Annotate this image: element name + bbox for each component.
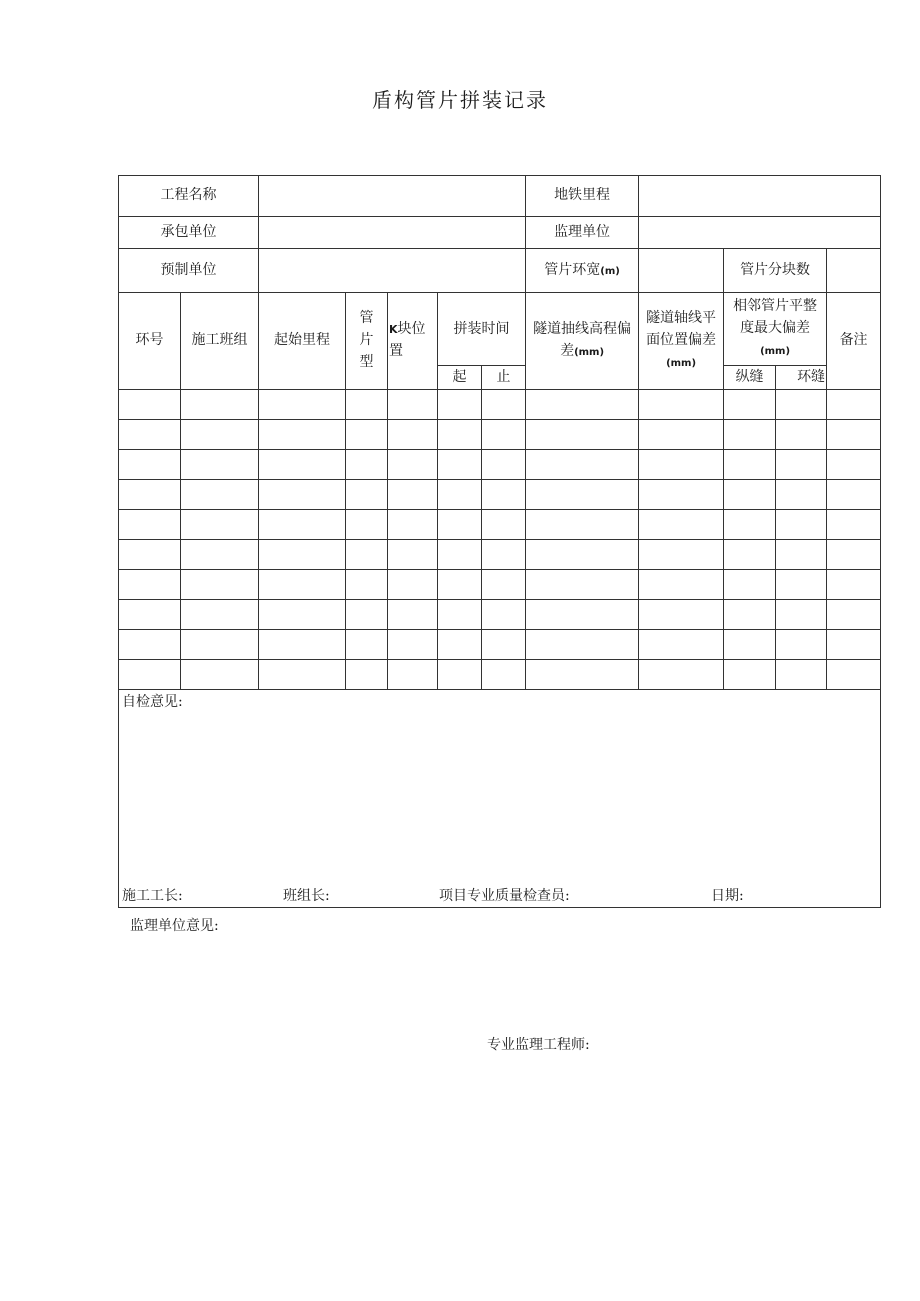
cell-k-block[interactable] — [388, 450, 438, 480]
header-row-2 — [119, 217, 881, 249]
cell-end-time[interactable] — [482, 480, 526, 510]
cell-ring-no[interactable] — [119, 540, 181, 570]
cell-plane-deviation[interactable] — [639, 450, 724, 480]
cell-start-mileage[interactable] — [259, 630, 346, 660]
cell-end-time[interactable] — [482, 450, 526, 480]
cell-remarks[interactable] — [827, 480, 881, 510]
k-block-text-1: 块位 — [397, 321, 426, 338]
cell-longitudinal-joint[interactable] — [724, 570, 776, 600]
cell-ring-no[interactable] — [119, 420, 181, 450]
cell-team[interactable] — [181, 480, 259, 510]
segment-type-char-3: 型 — [359, 353, 374, 370]
cell-remarks[interactable] — [827, 540, 881, 570]
table-row — [119, 450, 881, 480]
elev-dev-text-2: 差 — [560, 343, 575, 359]
cell-remarks[interactable] — [827, 510, 881, 540]
header-row-1 — [119, 176, 881, 217]
cell-circumferential-joint[interactable] — [776, 510, 827, 540]
cell-team[interactable] — [181, 630, 259, 660]
cell-circumferential-joint[interactable] — [776, 630, 827, 660]
col-end-time: 止 — [482, 366, 526, 390]
k-block-text-2: 置 — [389, 343, 403, 359]
col-start-mileage: 起始里程 — [259, 293, 346, 390]
ring-width-field[interactable] — [639, 249, 724, 293]
data-rows — [119, 390, 881, 690]
col-k-block-position — [388, 293, 438, 390]
table-row — [119, 390, 881, 420]
cell-elevation-deviation[interactable] — [526, 510, 639, 540]
cell-remarks[interactable] — [827, 600, 881, 630]
page-title: 盾构管片拼装记录 — [372, 88, 548, 112]
cell-plane-deviation[interactable] — [639, 630, 724, 660]
cell-end-time[interactable] — [482, 660, 526, 690]
cell-ring-no[interactable] — [119, 630, 181, 660]
col-longitudinal-joint: 纵缝 — [724, 366, 776, 390]
cell-plane-deviation[interactable] — [639, 420, 724, 450]
cell-end-time[interactable] — [482, 510, 526, 540]
table-row — [119, 420, 881, 450]
cell-plane-deviation[interactable] — [639, 390, 724, 420]
cell-plane-deviation[interactable] — [639, 540, 724, 570]
cell-elevation-deviation[interactable] — [526, 630, 639, 660]
cell-remarks[interactable] — [827, 570, 881, 600]
cell-ring-no[interactable] — [119, 480, 181, 510]
cell-remarks[interactable] — [827, 660, 881, 690]
self-check-label: 自检意见: — [122, 694, 183, 710]
cell-ring-no[interactable] — [119, 510, 181, 540]
cell-longitudinal-joint[interactable] — [724, 480, 776, 510]
cell-k-block[interactable] — [388, 630, 438, 660]
table-row — [119, 660, 881, 690]
flatness-unit: (mm) — [760, 345, 791, 357]
cell-segment-type[interactable] — [346, 480, 388, 510]
cell-start-mileage[interactable] — [259, 570, 346, 600]
cell-team[interactable] — [181, 660, 259, 690]
cell-start-time[interactable] — [438, 450, 482, 480]
cell-start-mileage[interactable] — [259, 510, 346, 540]
cell-team[interactable] — [181, 420, 259, 450]
cell-start-mileage[interactable] — [259, 390, 346, 420]
cell-ring-no[interactable] — [119, 570, 181, 600]
team-leader-signature-label: 班组长: — [283, 888, 330, 904]
cell-elevation-deviation[interactable] — [526, 600, 639, 630]
header-row-3 — [119, 249, 881, 293]
project-name-field[interactable] — [259, 176, 526, 217]
cell-elevation-deviation[interactable] — [526, 420, 639, 450]
col-start-time: 起 — [438, 366, 482, 390]
cell-segment-type[interactable] — [346, 390, 388, 420]
cell-start-time[interactable] — [438, 390, 482, 420]
cell-k-block[interactable] — [388, 660, 438, 690]
cell-circumferential-joint[interactable] — [776, 600, 827, 630]
segment-type-char-2: 片 — [359, 332, 374, 349]
col-remarks: 备注 — [827, 293, 881, 390]
cell-start-time[interactable] — [438, 510, 482, 540]
cell-elevation-deviation[interactable] — [526, 660, 639, 690]
cell-plane-deviation[interactable] — [639, 480, 724, 510]
cell-circumferential-joint[interactable] — [776, 420, 827, 450]
cell-start-time[interactable] — [438, 420, 482, 450]
cell-start-time[interactable] — [438, 480, 482, 510]
cell-remarks[interactable] — [827, 450, 881, 480]
contractor-label: 承包单位 — [119, 217, 259, 249]
cell-k-block[interactable] — [388, 540, 438, 570]
flatness-text-2: 度最大偏差 — [740, 320, 811, 337]
col-team: 施工班组 — [181, 293, 259, 390]
cell-segment-type[interactable] — [346, 630, 388, 660]
cell-plane-deviation[interactable] — [639, 570, 724, 600]
cell-elevation-deviation[interactable] — [526, 390, 639, 420]
cell-start-time[interactable] — [438, 570, 482, 600]
cell-team[interactable] — [181, 570, 259, 600]
segment-assembly-form — [118, 175, 881, 908]
table-row — [119, 630, 881, 660]
cell-circumferential-joint[interactable] — [776, 480, 827, 510]
segment-type-char-1: 管 — [359, 310, 374, 327]
col-elevation-deviation — [526, 293, 639, 390]
cell-k-block[interactable] — [388, 600, 438, 630]
cell-plane-deviation[interactable] — [639, 510, 724, 540]
cell-start-mileage[interactable] — [259, 480, 346, 510]
cell-longitudinal-joint[interactable] — [724, 510, 776, 540]
cell-segment-type[interactable] — [346, 570, 388, 600]
cell-plane-deviation[interactable] — [639, 660, 724, 690]
supervisor-unit-field[interactable] — [639, 217, 881, 249]
table-row — [119, 600, 881, 630]
self-check-row — [119, 690, 881, 908]
cell-longitudinal-joint[interactable] — [724, 450, 776, 480]
inspector-signature-label: 项目专业质量检查员: — [439, 888, 570, 904]
cell-k-block[interactable] — [388, 510, 438, 540]
prefab-unit-label: 预制单位 — [119, 249, 259, 293]
cell-end-time[interactable] — [482, 540, 526, 570]
cell-longitudinal-joint[interactable] — [724, 600, 776, 630]
cell-team[interactable] — [181, 390, 259, 420]
ring-width-unit: (m) — [600, 265, 620, 277]
col-ring-no: 环号 — [119, 293, 181, 390]
cell-start-mileage[interactable] — [259, 660, 346, 690]
prefab-unit-field[interactable] — [259, 249, 526, 293]
cell-segment-type[interactable] — [346, 540, 388, 570]
cell-segment-type[interactable] — [346, 660, 388, 690]
ring-width-text: 管片环宽 — [544, 261, 601, 278]
cell-remarks[interactable] — [827, 630, 881, 660]
elev-dev-text-1: 隧道抽线高程偏 — [533, 321, 632, 338]
cell-k-block[interactable] — [388, 420, 438, 450]
plane-dev-text-1: 隧道轴线平 — [646, 310, 717, 327]
cell-longitudinal-joint[interactable] — [724, 540, 776, 570]
cell-ring-no[interactable] — [119, 600, 181, 630]
table-row — [119, 570, 881, 600]
plane-dev-unit: (mm) — [666, 357, 697, 369]
cell-remarks[interactable] — [827, 420, 881, 450]
cell-team[interactable] — [181, 540, 259, 570]
cell-end-time[interactable] — [482, 390, 526, 420]
contractor-field[interactable] — [259, 217, 526, 249]
cell-segment-type[interactable] — [346, 450, 388, 480]
col-flatness — [724, 293, 827, 366]
cell-k-block[interactable] — [388, 570, 438, 600]
cell-end-time[interactable] — [482, 420, 526, 450]
cell-elevation-deviation[interactable] — [526, 570, 639, 600]
ring-width-label — [526, 249, 639, 293]
metro-mileage-label: 地铁里程 — [526, 176, 639, 217]
table-row — [119, 480, 881, 510]
cell-start-time[interactable] — [438, 540, 482, 570]
cell-start-mileage[interactable] — [259, 540, 346, 570]
cell-longitudinal-joint[interactable] — [724, 420, 776, 450]
cell-longitudinal-joint[interactable] — [724, 630, 776, 660]
cell-ring-no[interactable] — [119, 390, 181, 420]
segment-count-field[interactable] — [827, 249, 881, 293]
cell-start-time[interactable] — [438, 600, 482, 630]
date-label: 日期: — [711, 888, 744, 904]
cell-team[interactable] — [181, 600, 259, 630]
foreman-signature-label: 施工工长: — [122, 888, 183, 904]
cell-start-time[interactable] — [438, 660, 482, 690]
cell-start-mileage[interactable] — [259, 600, 346, 630]
cell-start-mileage[interactable] — [259, 450, 346, 480]
plane-dev-text-2: 面位置偏差 — [646, 332, 717, 349]
cell-remarks[interactable] — [827, 390, 881, 420]
cell-end-time[interactable] — [482, 630, 526, 660]
cell-elevation-deviation[interactable] — [526, 450, 639, 480]
cell-start-time[interactable] — [438, 630, 482, 660]
col-circumferential-joint: 环缝 — [776, 366, 827, 390]
cell-elevation-deviation[interactable] — [526, 480, 639, 510]
cell-end-time[interactable] — [482, 570, 526, 600]
cell-team[interactable] — [181, 510, 259, 540]
k-block-letter: K — [389, 323, 398, 337]
cell-ring-no[interactable] — [119, 450, 181, 480]
supervision-opinion-label: 监理单位意见: — [130, 918, 219, 934]
cell-ring-no[interactable] — [119, 660, 181, 690]
col-plane-deviation — [639, 293, 724, 390]
cell-segment-type[interactable] — [346, 420, 388, 450]
cell-plane-deviation[interactable] — [639, 600, 724, 630]
cell-segment-type[interactable] — [346, 510, 388, 540]
cell-circumferential-joint[interactable] — [776, 540, 827, 570]
cell-start-mileage[interactable] — [259, 420, 346, 450]
table-row — [119, 510, 881, 540]
column-header-row-1 — [119, 293, 881, 366]
col-segment-type — [346, 293, 388, 390]
cell-circumferential-joint[interactable] — [776, 570, 827, 600]
cell-segment-type[interactable] — [346, 600, 388, 630]
metro-mileage-field[interactable] — [639, 176, 881, 217]
table-row — [119, 540, 881, 570]
col-assembly-time: 拼装时间 — [438, 293, 526, 366]
cell-longitudinal-joint[interactable] — [724, 660, 776, 690]
project-name-label: 工程名称 — [119, 176, 259, 217]
cell-end-time[interactable] — [482, 600, 526, 630]
cell-circumferential-joint[interactable] — [776, 390, 827, 420]
self-check-cell[interactable] — [119, 690, 881, 908]
segment-count-label: 管片分块数 — [724, 249, 827, 293]
cell-k-block[interactable] — [388, 390, 438, 420]
supervising-engineer-label: 专业监理工程师: — [487, 1037, 590, 1053]
elev-dev-unit: (mm) — [574, 347, 605, 358]
cell-team[interactable] — [181, 450, 259, 480]
cell-elevation-deviation[interactable] — [526, 540, 639, 570]
supervisor-unit-label: 监理单位 — [526, 217, 639, 249]
cell-longitudinal-joint[interactable] — [724, 390, 776, 420]
cell-circumferential-joint[interactable] — [776, 450, 827, 480]
flatness-text-1: 相邻管片平整 — [733, 298, 818, 315]
cell-circumferential-joint[interactable] — [776, 660, 827, 690]
cell-k-block[interactable] — [388, 480, 438, 510]
